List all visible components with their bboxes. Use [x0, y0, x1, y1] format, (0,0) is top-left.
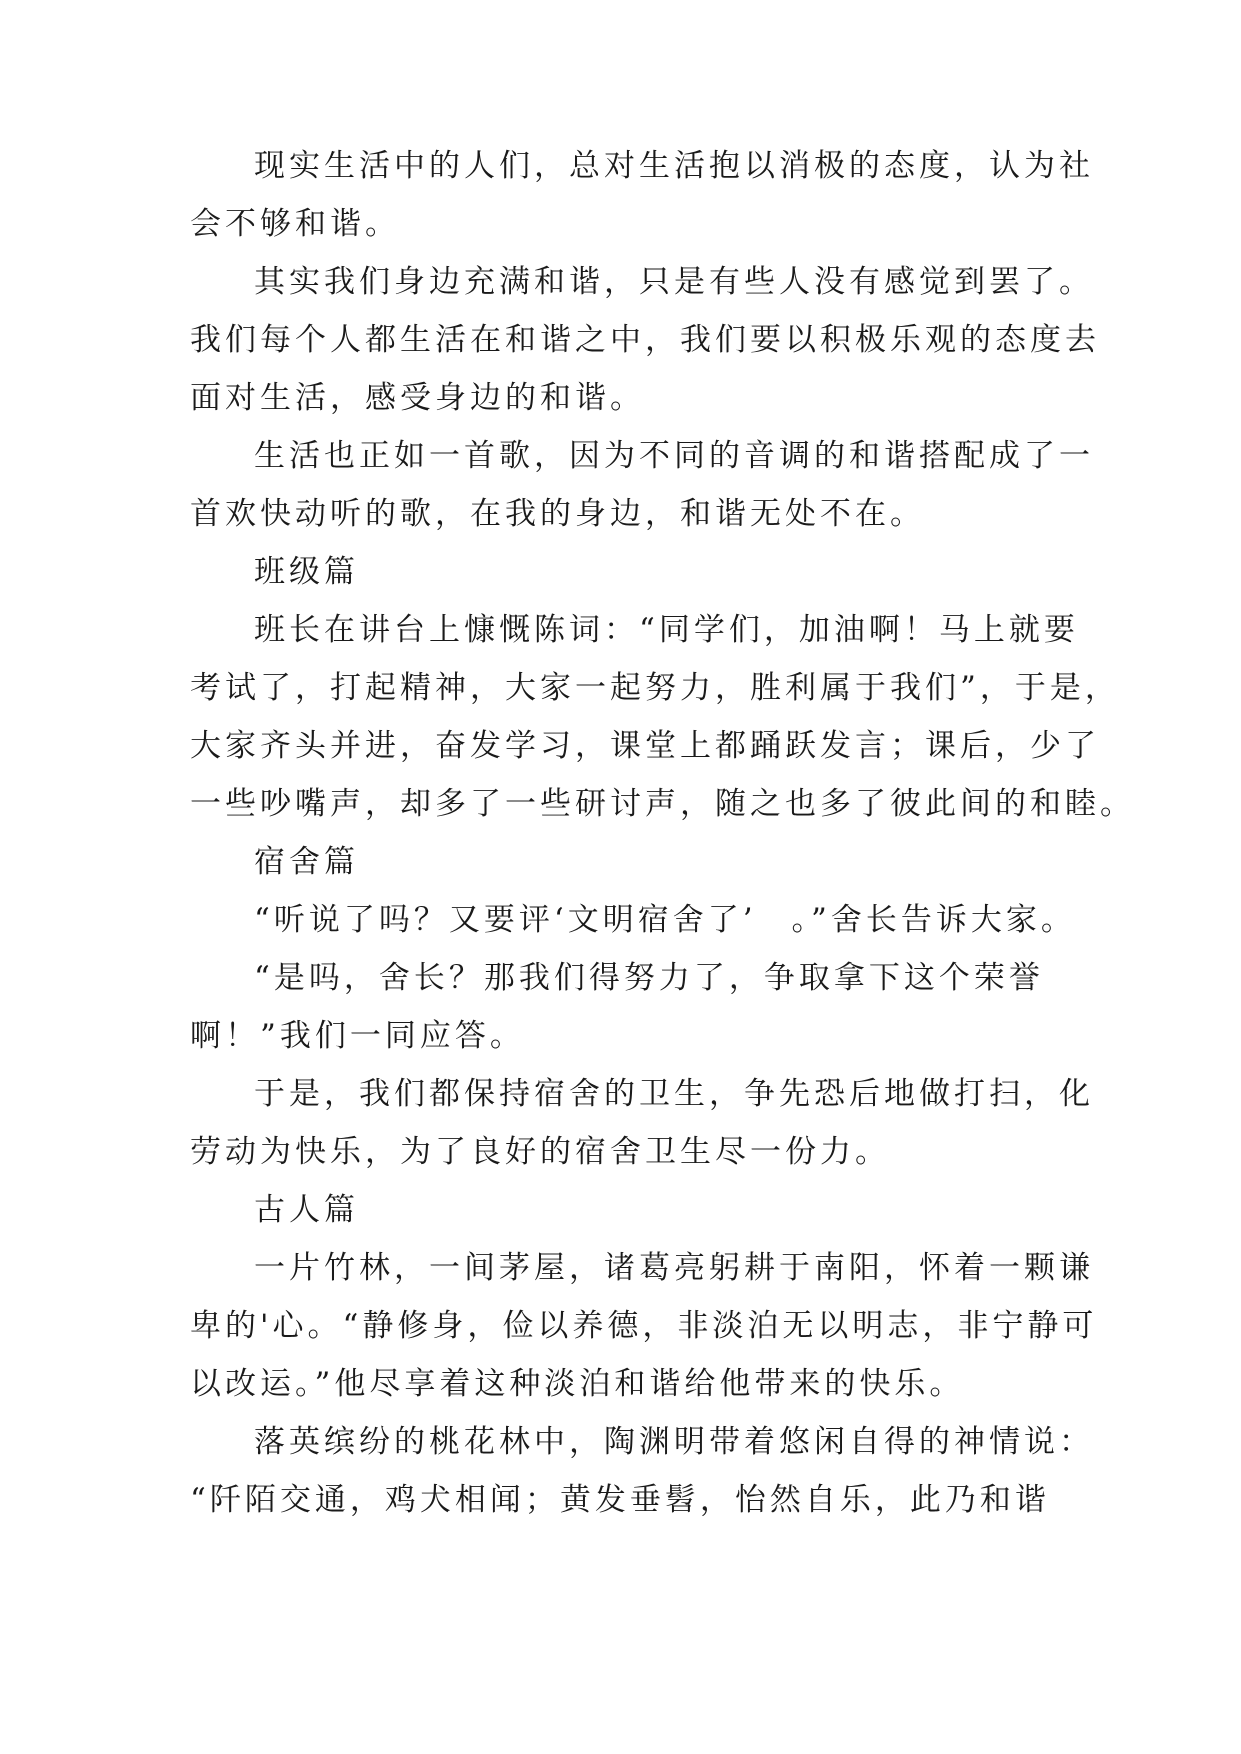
section-heading-class: 班级篇 [254, 554, 359, 590]
paragraph-line: 劳动为快乐，为了良好的宿舍卫生尽一份力。 [190, 1134, 890, 1170]
paragraph-line: 其实我们身边充满和谐，只是有些人没有感觉到罢了。 [254, 264, 1094, 300]
paragraph-line: 大家齐头并进，奋发学习，课堂上都踊跃发言；课后，少了 [190, 728, 1100, 764]
paragraph-line: 以改运。”他尽享着这种淡泊和谐给他带来的快乐。 [190, 1366, 965, 1402]
paragraph-line: 啊！”我们一同应答。 [190, 1018, 525, 1054]
paragraph-line: 卑的'心。“静修身，俭以养德，非淡泊无以明志，非宁静可 [190, 1308, 1098, 1344]
paragraph-line: 一片竹林，一间茅屋，诸葛亮躬耕于南阳，怀着一颗谦 [254, 1250, 1094, 1286]
paragraph-line: 于是，我们都保持宿舍的卫生，争先恐后地做打扫，化 [254, 1076, 1094, 1112]
paragraph-line: “阡陌交通，鸡犬相闻；黄发垂髫，怡然自乐，此乃和谐 [190, 1482, 1050, 1518]
paragraph-line: 考试了，打起精神，大家一起努力，胜利属于我们”，于是， [190, 670, 1120, 706]
section-heading-dorm: 宿舍篇 [254, 844, 359, 880]
paragraph-line: 一些吵嘴声，却多了一些研讨声，随之也多了彼此间的和睦。 [190, 786, 1135, 822]
paragraph-line: 首欢快动听的歌，在我的身边，和谐无处不在。 [190, 496, 925, 532]
paragraph-line: 生活也正如一首歌，因为不同的音调的和谐搭配成了一 [254, 438, 1094, 474]
paragraph-line: 班长在讲台上慷慨陈词：“同学们，加油啊！马上就要 [254, 612, 1079, 648]
paragraph-line: “听说了吗？又要评‘文明宿舍了’ 。”舍长告诉大家。 [254, 902, 1076, 938]
paragraph-line: “是吗，舍长？那我们得努力了，争取拿下这个荣誉 [254, 960, 1044, 996]
paragraph-line: 面对生活，感受身边的和谐。 [190, 380, 645, 416]
paragraph-line: 现实生活中的人们，总对生活抱以消极的态度，认为社 [254, 148, 1094, 184]
paragraph-line: 会不够和谐。 [190, 206, 400, 242]
section-heading-ancients: 古人篇 [254, 1192, 359, 1228]
paragraph-line: 我们每个人都生活在和谐之中，我们要以积极乐观的态度去 [190, 322, 1100, 358]
paragraph-line: 落英缤纷的桃花林中，陶渊明带着悠闲自得的神情说： [254, 1424, 1094, 1460]
